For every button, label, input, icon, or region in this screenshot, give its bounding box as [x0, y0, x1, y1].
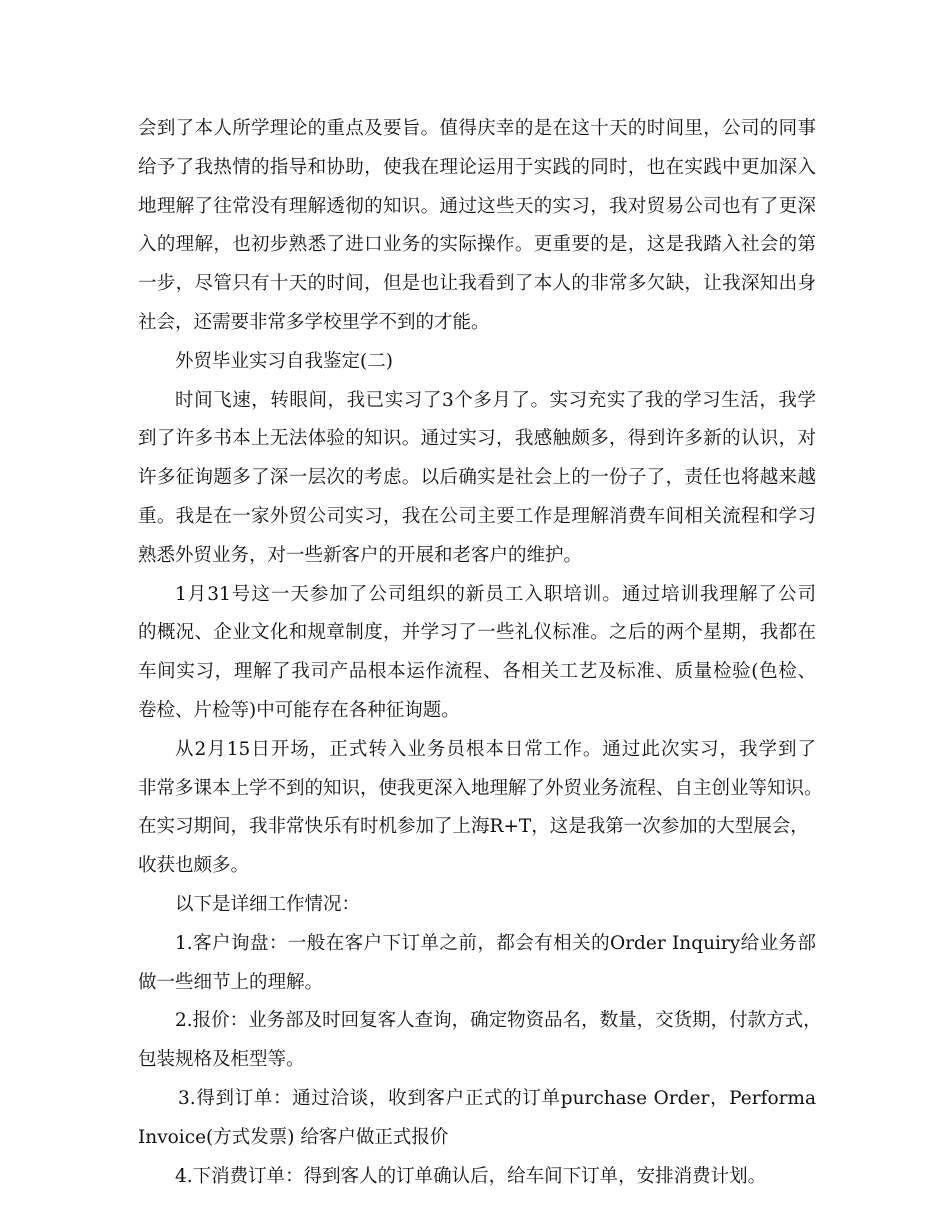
paragraph-line: 熟悉外贸业务，对一些新客户的开展和老客户的维护。	[138, 544, 583, 566]
paragraph-line: 时间飞速，转眼间，我已实习了3个多月了。实习充实了我的学习生活，我学	[175, 389, 816, 411]
list-item-line: 1.客户询盘：一般在客户下订单之前，都会有相关的Order Inquiry给业务部	[175, 932, 816, 954]
paragraph-line: 车间实习，理解了我司产品根本运作流程、各相关工艺及标准、质量检验(色检、	[138, 661, 816, 683]
paragraph-line: 重。我是在一家外贸公司实习，我在公司主要工作是理解消费车间相关流程和学习	[138, 505, 816, 527]
paragraph-line: 会到了本人所学理论的重点及要旨。值得庆幸的是在这十天的时间里，公司的同事	[138, 118, 816, 139]
paragraph-line: 非常多课本上学不到的知识，使我更深入地理解了外贸业务流程、自主创业等知识。	[138, 777, 823, 799]
list-item-line: 做一些细节上的理解。	[138, 971, 324, 993]
list-item-line: 包装规格及柜型等。	[138, 1049, 305, 1071]
list-item-line: 3.得到订单：通过洽谈，收到客户正式的订单purchase Order，Performa	[178, 1087, 816, 1109]
section-heading: 外贸毕业实习自我鉴定(二)	[175, 350, 393, 372]
list-item-line: 2.报价：业务部及时回复客人查询，确定物资品名，数量，交货期，付款方式，	[175, 1010, 822, 1032]
paragraph-line: 1月31号这一天参加了公司组织的新员工入职培训。通过培训我理解了公司	[175, 583, 816, 605]
document-body	[138, 110, 823, 1196]
paragraph-line: 地理解了往常没有理解透彻的知识。通过这些天的实习，我对贸易公司也有了更深	[138, 195, 816, 217]
paragraph-line: 社会，还需要非常多学校里学不到的才能。	[138, 311, 490, 333]
paragraph-line: 一步，尽管只有十天的时间，但是也让我看到了本人的非常多欠缺，让我深知出身	[138, 273, 816, 295]
paragraph-line: 卷检、片检等)中可能存在各种征询题。	[138, 699, 460, 721]
paragraph-line: 许多征询题多了深一层次的考虑。以后确实是社会上的一份子了，责任也将越来越	[138, 467, 816, 489]
list-item-line: Invoice(方式发票) 给客户做正式报价	[138, 1126, 449, 1148]
paragraph-line: 在实习期间，我非常快乐有时机参加了上海R+T，这是我第一次参加的大型展会，	[138, 816, 809, 838]
paragraph-line: 从2月15日开场，正式转入业务员根本日常工作。通过此次实习，我学到了	[175, 738, 816, 760]
list-item-line: 4.下消费订单：得到客人的订单确认后，给车间下订单，安排消费计划。	[175, 1165, 767, 1187]
paragraph-line: 给予了我热情的指导和协助，使我在理论运用于实践的同时，也在实践中更加深入	[138, 156, 816, 178]
paragraph-line: 入的理解，也初步熟悉了进口业务的实际操作。更重要的是，这是我踏入社会的第	[138, 234, 816, 256]
paragraph-line: 收获也颇多。	[138, 855, 250, 877]
paragraph-line: 到了许多书本上无法体验的知识。通过实习，我感触颇多，得到许多新的认识，对	[138, 428, 816, 450]
paragraph-line: 的概况、企业文化和规章制度，并学习了一些礼仪标准。之后的两个星期，我都在	[138, 622, 816, 644]
paragraph-line: 以下是详细工作情况：	[175, 893, 361, 915]
